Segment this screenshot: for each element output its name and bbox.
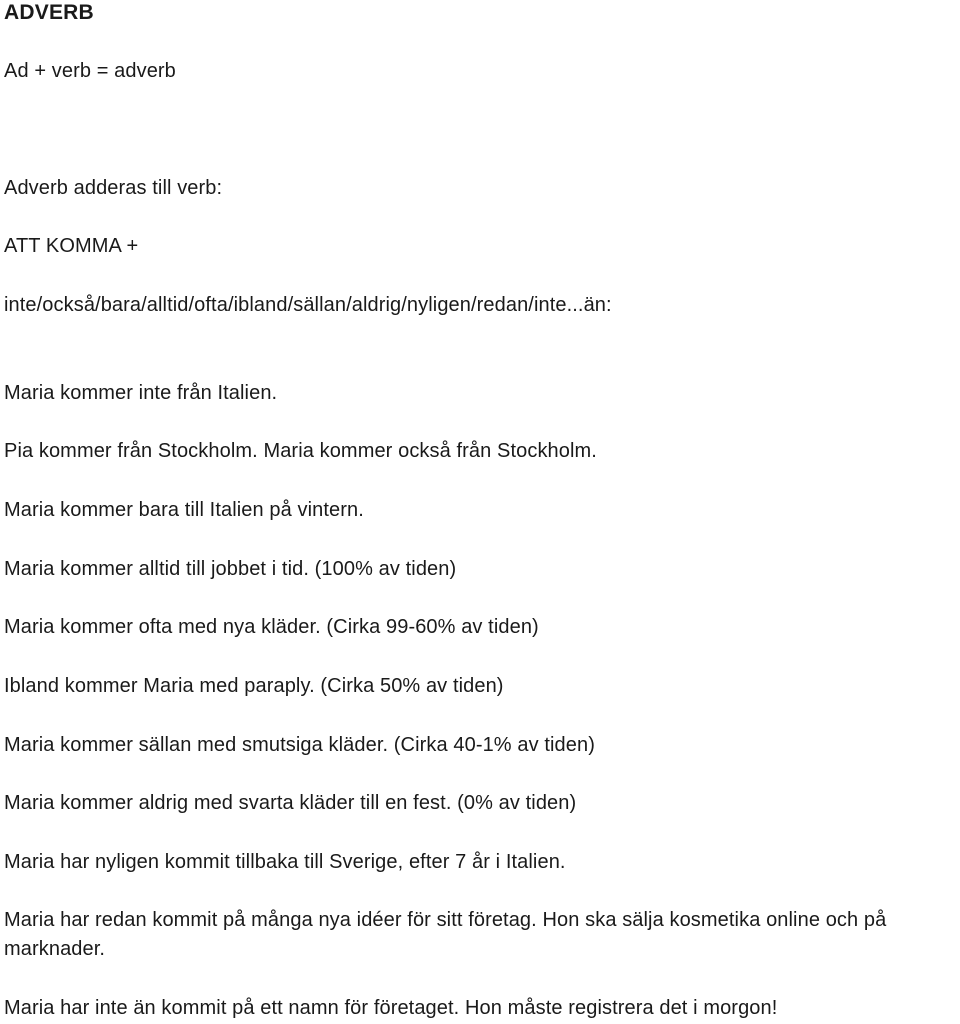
adverb-list: inte/också/bara/alltid/ofta/ibland/sällan/aldrig/nyligen/redan/inte...än: [4,294,612,316]
example-sentence: Ibland kommer Maria med paraply. (Cirka 50% av tiden) [4,675,504,697]
example-sentence: Maria kommer aldrig med svarta kläder till en fest. (0% av tiden) [4,792,577,814]
example-sentence: Maria kommer alltid till jobbet i tid. (100% av tiden) [4,558,457,580]
intro-text: Adverb adderas till verb: [4,177,223,199]
verb-example: ATT KOMMA + [4,235,139,257]
example-sentence: Pia kommer från Stockholm. Maria kommer också från Stockholm. [4,440,597,462]
page-title: ADVERB [4,1,94,24]
example-sentence: Maria har nyligen kommit tillbaka till Sverige, efter 7 år i Italien. [4,851,566,873]
example-sentence: Maria har redan kommit på många nya idéer för sitt företag. Hon ska sälja kosmetika online och på marknader. [4,909,887,960]
example-sentence: Maria kommer inte från Italien. [4,382,278,404]
example-sentence: Maria kommer sällan med smutsiga kläder. (Cirka 40-1% av tiden) [4,734,595,756]
subtitle: Ad + verb = adverb [4,60,176,82]
example-sentence: Maria kommer ofta med nya kläder. (Cirka 99-60% av tiden) [4,616,539,638]
example-sentence: Maria har inte än kommit på ett namn för företaget. Hon måste registrera det i morgon! [4,997,778,1019]
example-sentence: Maria kommer bara till Italien på vintern. [4,499,364,521]
